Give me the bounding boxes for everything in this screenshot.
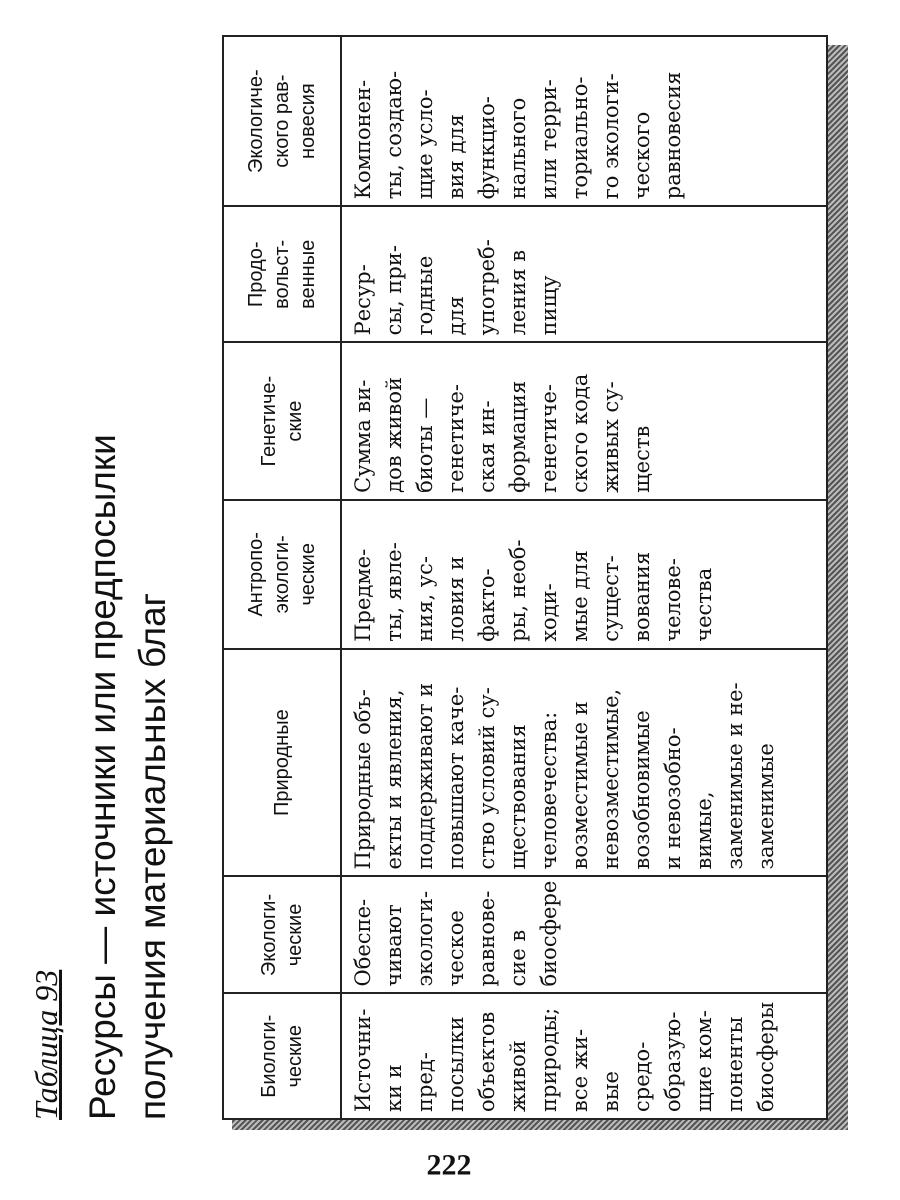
text-line: ческого [630, 111, 654, 200]
text-line: поддерживают и [413, 682, 437, 870]
text-line: новесия [297, 83, 319, 159]
title-line-1: Ресурсы — источники или предпосылки [82, 434, 123, 1120]
header-cell [223, 649, 341, 877]
text-line: екты и явления, [382, 689, 406, 870]
text-line: пищу [537, 275, 561, 336]
text-line: Обеспе- [351, 898, 375, 987]
text-line: Генетиче- [258, 375, 280, 467]
header-cell [223, 993, 341, 1119]
text-line: факто- [475, 568, 499, 642]
text-line: Экологиче- [245, 69, 267, 173]
text-line: ческие [297, 543, 319, 606]
text-line: и невозобно- [661, 727, 685, 870]
text-line: ческое [444, 910, 468, 987]
text-line: ческие [284, 903, 306, 967]
table-cell [341, 342, 827, 499]
table-cell [341, 36, 827, 206]
text-line: формация [506, 380, 530, 493]
text-line: возместимые и [568, 701, 592, 870]
text-line: функцио- [475, 96, 499, 200]
text-line: ческие [284, 1024, 306, 1088]
table-label: Таблица 93 [28, 969, 64, 1120]
text-line: дов живой [382, 377, 406, 493]
text-line: сущест- [599, 555, 623, 642]
text-line: Биологи- [258, 1014, 280, 1098]
text-line: невозместимые, [599, 688, 623, 870]
text-line: генетиче- [537, 383, 561, 493]
header-cell [223, 206, 341, 342]
text-line: ходи- [537, 583, 561, 642]
text-line: для [444, 295, 468, 336]
text-line: ты, создаю- [382, 70, 406, 200]
text-line: сы, при- [382, 245, 406, 336]
header-cell [223, 876, 341, 993]
text-line: Продо- [245, 241, 267, 308]
text-line: генетиче- [444, 383, 468, 493]
text-line: вования [630, 551, 654, 642]
text-line: экологи- [271, 535, 293, 614]
text-line: биоты — [413, 397, 437, 493]
text-line: чества [692, 567, 716, 642]
title-line-2: получения материальных благ [132, 592, 173, 1120]
text-line: поненты [723, 1016, 747, 1112]
text-line: равнове- [475, 890, 499, 987]
text-line: ская ин- [475, 400, 499, 493]
table-cell [341, 500, 827, 649]
text-line: употреб- [475, 239, 499, 336]
resources-table [222, 35, 828, 1120]
text-line: Ресур- [351, 264, 375, 336]
page-number: 222 [426, 1148, 472, 1182]
text-line: ловия и [444, 556, 468, 642]
text-line: ского рав- [271, 74, 293, 168]
text-line: заменимые [754, 743, 778, 870]
text-line: ки и пред- [382, 1052, 437, 1112]
text-line: ты, явле- [382, 542, 406, 642]
text-line: человечества: [537, 711, 561, 870]
text-line: повышают каче- [444, 686, 468, 870]
text-line: вольст- [271, 239, 293, 309]
text-line: нального [506, 97, 530, 200]
text-line: Экологи- [258, 893, 280, 977]
text-line: заменимые и не- [723, 682, 747, 870]
text-line: щие ком- [692, 1010, 716, 1112]
text-line: объектов [475, 1011, 499, 1112]
text-line: го экологи- [599, 73, 623, 200]
table-cell [341, 206, 827, 342]
header-cell [223, 500, 341, 649]
text-line: живой [506, 1040, 530, 1112]
text-line: чивают [382, 904, 406, 987]
text-line: венные [297, 239, 319, 309]
header-cell [223, 342, 341, 499]
table-row [341, 36, 827, 1119]
text-line: ществ [630, 425, 654, 493]
text-line: образую- [661, 1011, 685, 1112]
table-container [222, 35, 838, 1130]
text-line: ториально- [568, 76, 592, 200]
text-line: или терри- [537, 79, 561, 200]
text-line: ществования [506, 724, 530, 870]
text-line: ры, необ- [506, 539, 530, 642]
text-line: равновесия [661, 71, 685, 200]
text-line: Сумма ви- [351, 379, 375, 493]
text-line: экологи- [413, 890, 437, 987]
page-title [78, 120, 178, 1120]
text-line: вия для [444, 113, 468, 200]
text-line: посылки [444, 1016, 468, 1112]
text-line: Предме- [351, 548, 375, 642]
table-cell [341, 876, 827, 993]
text-line: возобновимые [630, 710, 654, 870]
text-line: щие усло- [413, 89, 437, 200]
text-line: все жи- [568, 1028, 592, 1112]
text-line: биосфере [537, 880, 561, 987]
text-line: мые для [568, 550, 592, 642]
text-line: ния, ус- [413, 555, 437, 642]
table-cell [341, 649, 827, 877]
text-line: живых су- [599, 381, 623, 493]
text-line: челове- [661, 558, 685, 642]
text-line: ского кода [568, 373, 592, 493]
text-line: Антропо- [245, 532, 267, 617]
text-line: Источни- [351, 1008, 375, 1112]
text-line: годные [413, 255, 437, 336]
header-cell [223, 36, 341, 206]
text-line: ские [284, 400, 306, 442]
text-line: природы; [537, 1007, 561, 1112]
text-line: вые средо- [599, 1041, 654, 1112]
text-line: Природные [271, 709, 293, 816]
text-line: сие в [506, 929, 530, 987]
text-line: Компонен- [351, 79, 375, 200]
text-line: Природные объ- [351, 689, 375, 870]
text-line: биосферы [754, 1001, 778, 1112]
text-line: вимые, [692, 791, 716, 870]
text-line: ления в [506, 249, 530, 336]
table-cell [341, 993, 827, 1119]
text-line: ство условий су- [475, 687, 499, 870]
header-row [223, 36, 341, 1119]
